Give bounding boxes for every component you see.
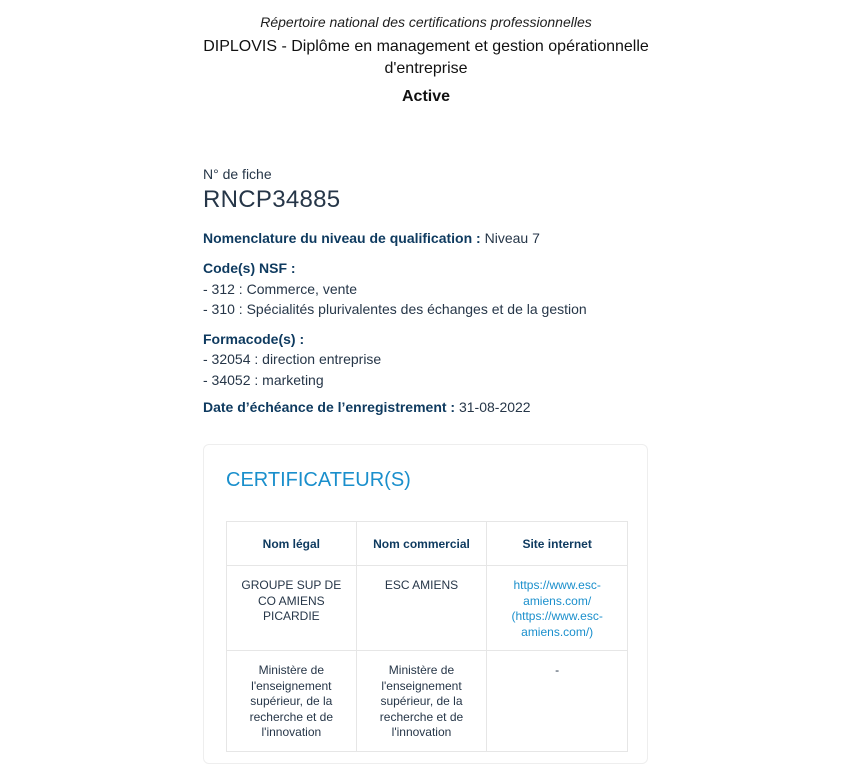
cell-nom-commercial: ESC AMIENS [356, 566, 487, 651]
nsf-item: - 310 : Spécialités plurivalentes des échanges et de la gestion [203, 301, 587, 317]
formacode-label: Formacode(s) : [203, 330, 305, 347]
certificateurs-card [203, 444, 648, 764]
nomenclature-value: Niveau 7 [484, 230, 540, 246]
formacode-item: - 32054 : direction entreprise [203, 351, 382, 367]
echeance-label: Date d’échéance de l’enregistrement : [203, 399, 456, 415]
status-label: Active [401, 88, 451, 105]
cell-nom-legal: GROUPE SUP DE CO AMIENS PICARDIE [227, 566, 357, 651]
table-row [227, 651, 628, 752]
certificateurs-title: CERTIFICATEUR(S) [226, 469, 411, 491]
echeance-row [203, 399, 649, 415]
cell-nom-legal: Ministère de l'enseignement supérieur, de la recherche et de l'innovation [227, 651, 357, 752]
column-header-site-internet: Site internet [487, 522, 628, 566]
nomenclature-label: Nomenclature du niveau de qualification : [203, 230, 481, 246]
formacode-section [203, 329, 649, 391]
nsf-item: - 312 : Commerce, vente [203, 280, 358, 297]
fiche-details [203, 166, 649, 415]
fiche-label: N° de fiche [203, 166, 272, 182]
column-header-nom-commercial: Nom commercial [356, 522, 487, 566]
nsf-label: Code(s) NSF : [203, 260, 296, 276]
fiche-number: RNCP34885 [203, 186, 341, 213]
table-row [227, 566, 628, 651]
formacode-item: - 34052 : marketing [203, 371, 324, 388]
echeance-value: 31-08-2022 [458, 399, 531, 415]
certification-title: DIPLOVIS - Diplôme en management et gestion opérationnelle d'entreprise [203, 38, 649, 77]
cell-site-internet [487, 566, 628, 651]
cell-site-internet: - [487, 651, 628, 752]
table-header-row [227, 522, 628, 566]
registry-subtitle: Répertoire national des certifications professionnelles [260, 14, 592, 30]
column-header-nom-legal: Nom légal [227, 522, 357, 566]
certificateurs-table [226, 521, 628, 752]
nomenclature-row [203, 230, 649, 246]
nsf-section [203, 258, 649, 320]
site-link[interactable]: https://www.esc-amiens.com/ (https://www.esc-amiens.com/) [511, 578, 603, 639]
cell-nom-commercial: Ministère de l'enseignement supérieur, de la recherche et de l'innovation [356, 651, 487, 752]
